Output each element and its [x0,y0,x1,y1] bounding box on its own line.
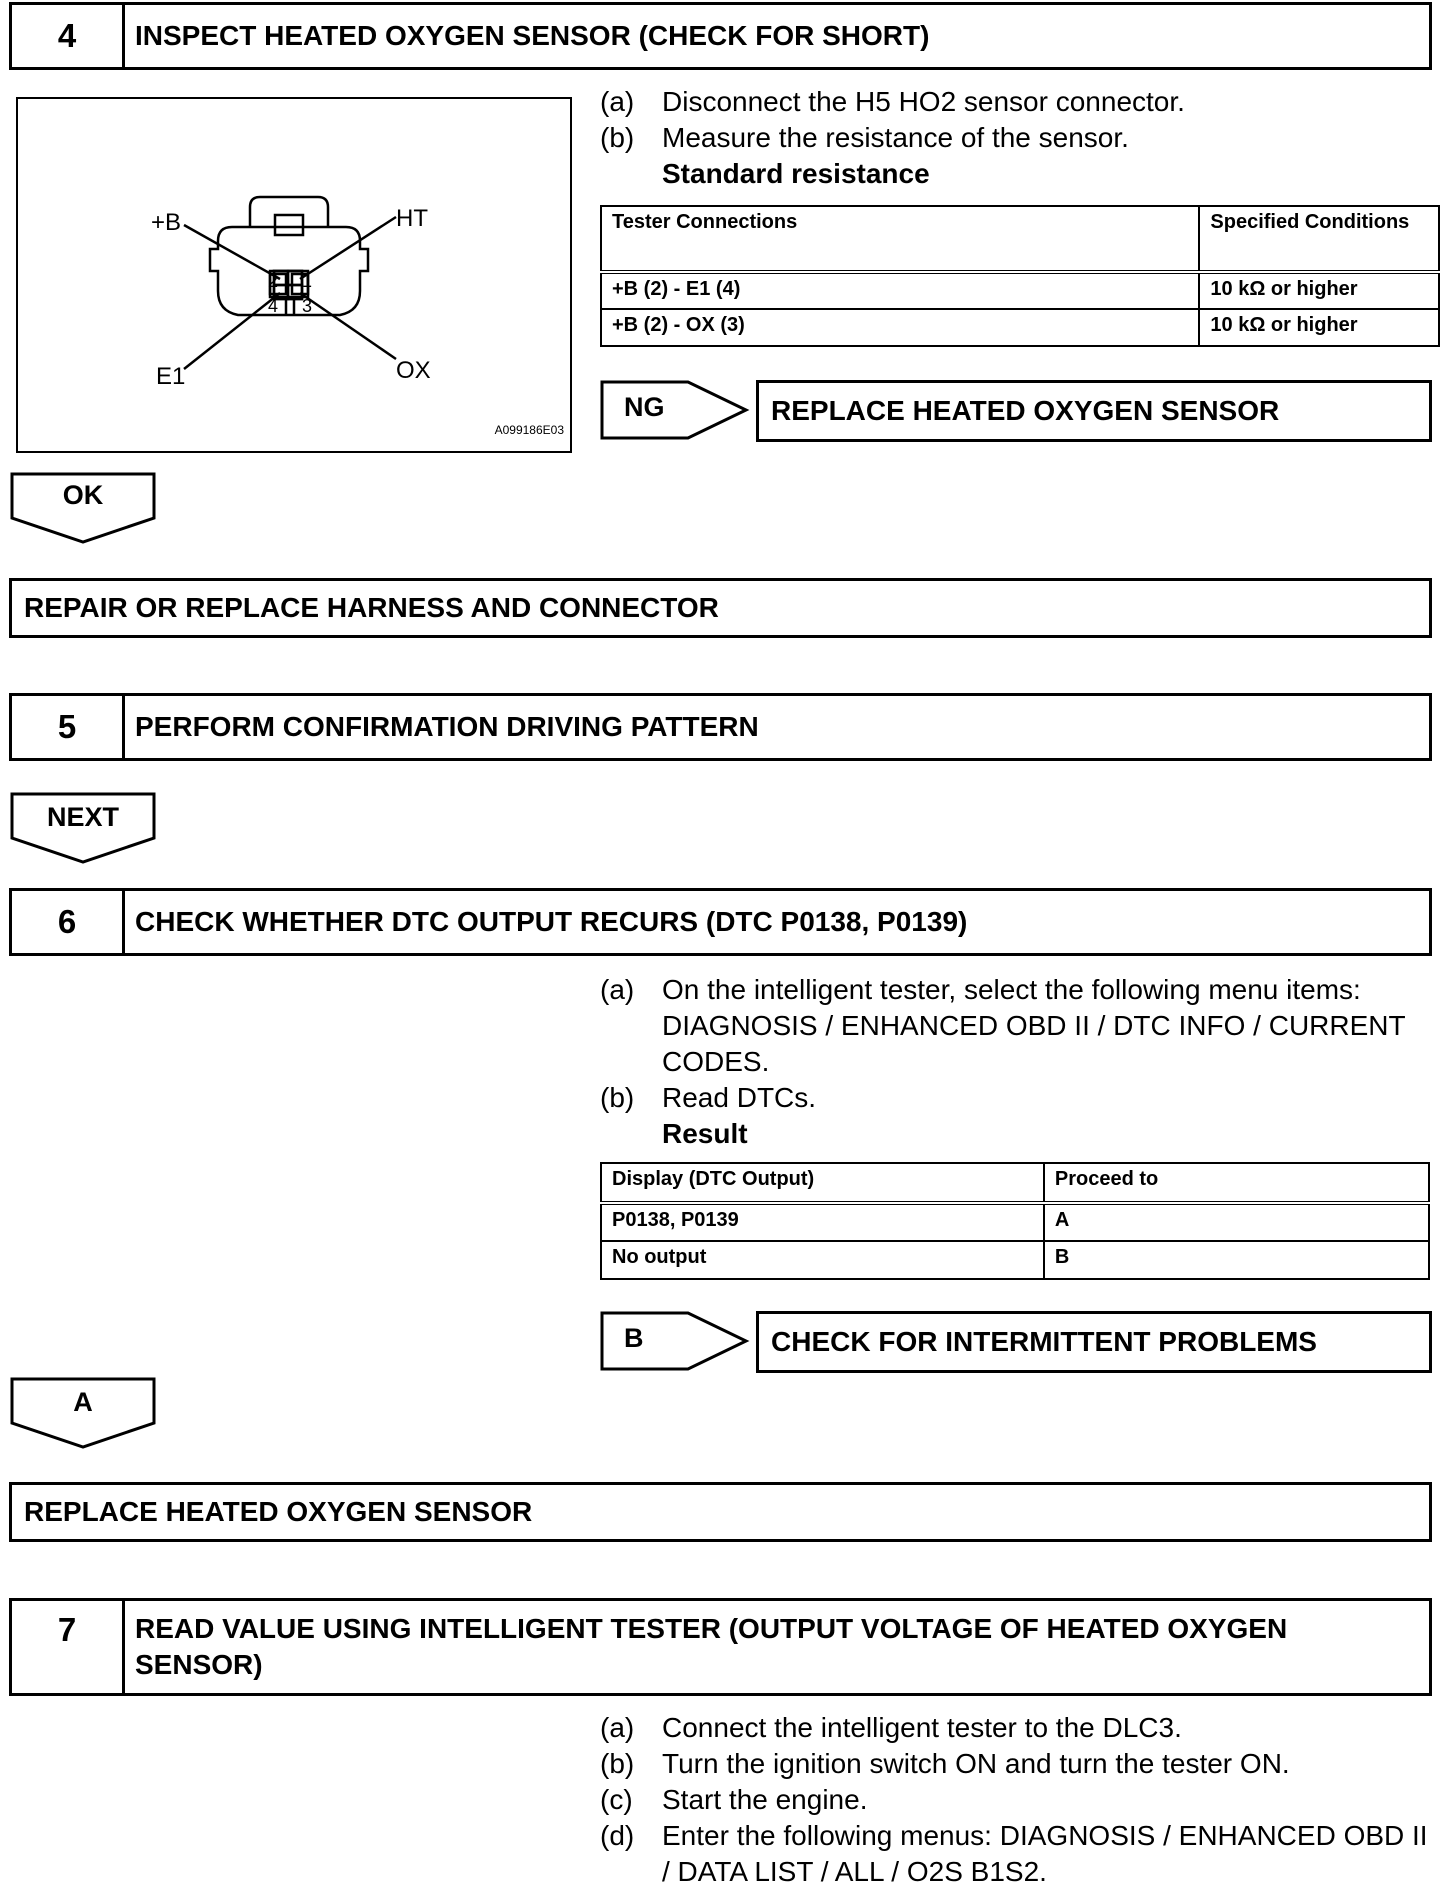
pin-2-label: 2 [267,271,278,291]
step-6-number: 6 [12,891,125,953]
table-header-row [601,1163,1429,1203]
instruction-label: (b) [600,122,635,153]
table-cell: B [1044,1241,1429,1279]
table-header-cell: Specified Conditions [1199,206,1439,272]
instruction-item [600,1710,1430,1746]
a-label: A [73,1387,93,1417]
instruction-item [600,1782,1430,1818]
pin-4-label: 4 [267,296,278,316]
step-5-number: 5 [12,696,125,758]
instruction-item [600,120,1440,156]
ng-result-box: REPLACE HEATED OXYGEN SENSOR [756,380,1432,442]
pin-3-label: 3 [301,296,312,316]
instruction-text: Turn the ignition switch ON and turn the tester ON. [662,1748,1290,1779]
step-4-instructions [600,84,1440,192]
step-7-number: 7 [12,1601,125,1693]
table-row [601,309,1439,346]
step-6-instructions [600,972,1430,1152]
step-4-header [9,2,1432,70]
instruction-text: Start the engine. [662,1784,868,1815]
table-header-cell: Display (DTC Output) [601,1163,1044,1203]
instruction-item [600,84,1440,120]
a-result-box: REPLACE HEATED OXYGEN SENSOR [9,1482,1432,1542]
step-5-header [9,693,1432,761]
instruction-item [600,972,1430,1080]
table-header-cell: Proceed to [1044,1163,1429,1203]
ok-result-box: REPAIR OR REPLACE HARNESS AND CONNECTOR [9,578,1432,638]
table-row [601,1241,1429,1279]
instruction-text: Read DTCs. [662,1082,817,1113]
instruction-item [600,1080,1430,1116]
instruction-label: (c) [600,1784,633,1815]
ok-label: OK [62,480,104,510]
step-6-header [9,888,1432,956]
table-cell: P0138, P0139 [601,1203,1044,1241]
instruction-item [600,1746,1430,1782]
standard-resistance-heading: Standard resistance [662,158,930,189]
instruction-text: Disconnect the H5 HO2 sensor connector. [662,86,1185,117]
instruction-label: (a) [600,86,635,117]
a-arrow [10,1377,156,1449]
instruction-label: (d) [600,1820,635,1851]
instruction-item [600,1818,1430,1890]
table-cell: +B (2) - E1 (4) [601,272,1199,309]
table-cell: No output [601,1241,1044,1279]
table-header-row [601,206,1439,272]
instruction-text: On the intelligent tester, select the following menu items: DIAGNOSIS / ENHANCED OBD II / DTC INFO / CURRENT CODES. [662,974,1406,1077]
pin-1-label: 1 [301,271,312,291]
b-label: B [624,1323,644,1353]
result-heading: Result [662,1118,748,1149]
instruction-label: (b) [600,1082,635,1113]
ng-arrow [600,380,750,440]
connector-diagram-icon [18,99,570,451]
next-arrow [10,792,156,864]
step-7-title: READ VALUE USING INTELLIGENT TESTER (OUTPUT VOLTAGE OF HEATED OXYGEN SENSOR) [135,1613,1288,1680]
terminal-b-label: +B [151,209,182,236]
instruction-label: (b) [600,1748,635,1779]
instruction-text: Measure the resistance of the sensor. [662,122,1129,153]
ok-arrow [10,472,156,544]
step-7-header [9,1598,1432,1696]
step-7-instructions [600,1710,1430,1890]
standard-resistance-table [600,205,1440,347]
table-cell: +B (2) - OX (3) [601,309,1199,346]
next-label: NEXT [46,802,119,832]
terminal-e1-label: E1 [156,363,186,390]
right-arrow-icon [600,380,750,440]
table-cell: A [1044,1203,1429,1241]
step-4-number: 4 [12,5,125,67]
table-row [601,1203,1429,1241]
right-arrow-icon [600,1311,750,1371]
table-cell: 10 kΩ or higher [1199,272,1439,309]
instruction-text: Enter the following menus: DIAGNOSIS / ENHANCED OBD II / DATA LIST / ALL / O2S B1S2. [662,1820,1428,1887]
table-cell: 10 kΩ or higher [1199,309,1439,346]
step-6-title: CHECK WHETHER DTC OUTPUT RECURS (DTC P0138, P0139) [135,906,968,937]
ng-label: NG [624,392,665,422]
terminal-ox-label: OX [396,357,431,384]
step-5-title: PERFORM CONFIRMATION DRIVING PATTERN [135,711,759,742]
terminal-ht-label: HT [396,205,428,232]
instruction-label: (a) [600,1712,635,1743]
table-header-cell: Tester Connections [601,206,1199,272]
b-result-box: CHECK FOR INTERMITTENT PROBLEMS [756,1311,1432,1373]
result-table [600,1162,1430,1280]
instruction-label: (a) [600,974,635,1005]
figure-code: A099186E03 [494,423,564,437]
table-row [601,272,1439,309]
instruction-text: Connect the intelligent tester to the DLC3. [662,1712,1182,1743]
b-arrow [600,1311,750,1371]
step-4-title: INSPECT HEATED OXYGEN SENSOR (CHECK FOR SHORT) [135,20,930,51]
connector-figure [16,97,572,453]
